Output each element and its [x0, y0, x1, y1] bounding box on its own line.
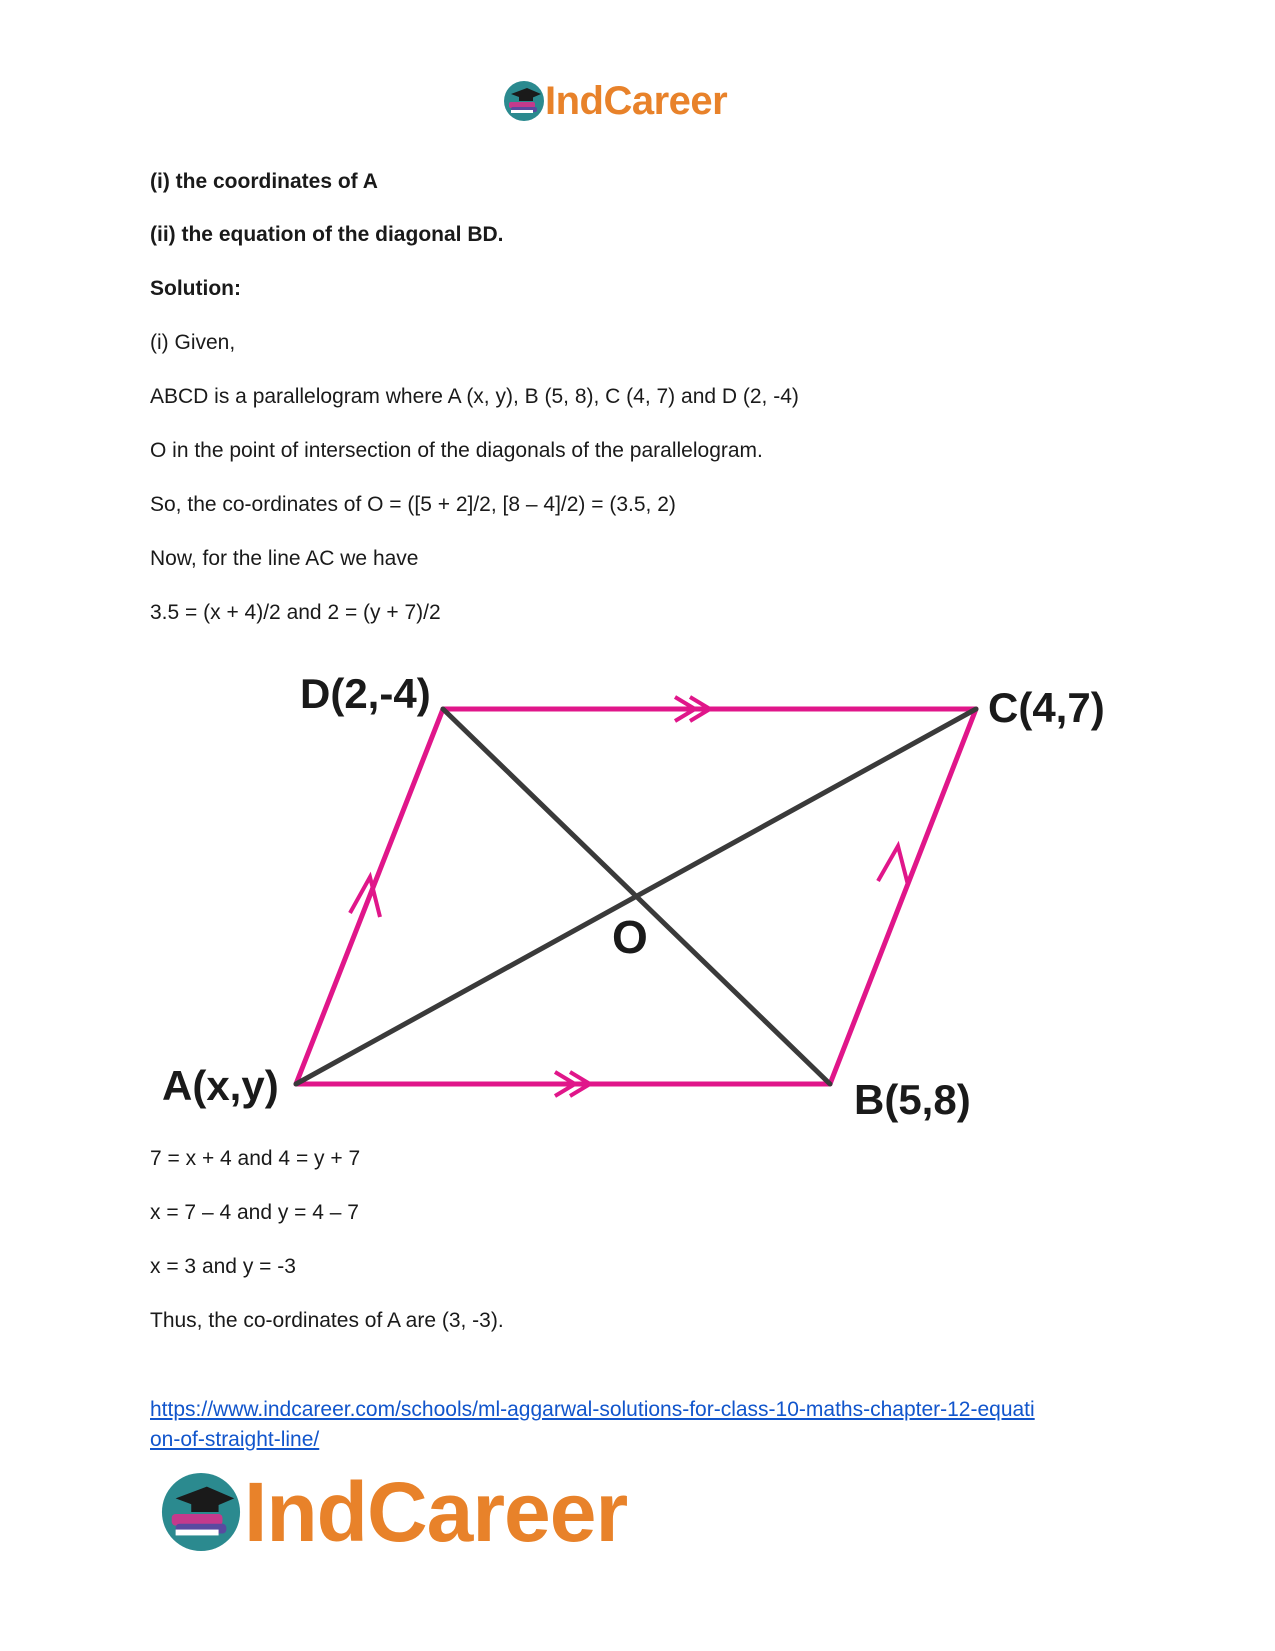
brand-wordmark: IndCareer — [545, 79, 728, 123]
side-da — [296, 709, 443, 1084]
solution-line: O in the point of intersection of the diagonals of the parallelogram. — [150, 439, 763, 462]
solution-line: Thus, the co-ordinates of A are (3, -3). — [150, 1309, 504, 1332]
graduation-cap-icon — [503, 80, 545, 122]
center-label-o: O — [612, 911, 648, 963]
question-part-i: (i) the coordinates of A — [150, 170, 378, 193]
arrow-mark-bc — [878, 846, 908, 885]
solution-line: (i) Given, — [150, 331, 236, 354]
source-link[interactable] — [150, 1395, 1110, 1455]
solution-line: Now, for the line AC we have — [150, 547, 419, 570]
vertex-label-a: A(x,y) — [162, 1062, 279, 1109]
solution-line: x = 7 – 4 and y = 4 – 7 — [150, 1201, 359, 1224]
solution-line: So, the co-ordinates of O = ([5 + 2]/2, [8 – 4]/2) = (3.5, 2) — [150, 493, 676, 516]
brand-wordmark: IndCareer — [244, 1465, 628, 1559]
question-part-ii: (ii) the equation of the diagonal BD. — [150, 223, 504, 246]
solution-line: ABCD is a parallelogram where A (x, y), B (5, 8), C (4, 7) and D (2, -4) — [150, 385, 799, 408]
source-link-line[interactable]: https://www.indcareer.com/schools/ml-aggarwal-solutions-for-class-10-maths-chapter-12-equati — [150, 1398, 1035, 1421]
solution-line: 3.5 = (x + 4)/2 and 2 = (y + 7)/2 — [150, 601, 441, 624]
vertex-label-d: D(2,-4) — [300, 670, 431, 717]
diagonal-db — [443, 709, 830, 1084]
solution-line: x = 3 and y = -3 — [150, 1255, 296, 1278]
solution-line: 7 = x + 4 and 4 = y + 7 — [150, 1147, 361, 1170]
vertex-label-b: B(5,8) — [854, 1076, 971, 1123]
solution-heading: Solution: — [150, 277, 241, 300]
graduation-cap-icon — [160, 1471, 242, 1553]
side-cb — [830, 709, 976, 1084]
vertex-label-c: C(4,7) — [988, 684, 1105, 731]
header-logo — [503, 80, 727, 122]
parallelogram-diagram — [150, 670, 1130, 1140]
footer-logo — [160, 1465, 628, 1559]
source-link-line[interactable]: on-of-straight-line/ — [150, 1428, 320, 1451]
